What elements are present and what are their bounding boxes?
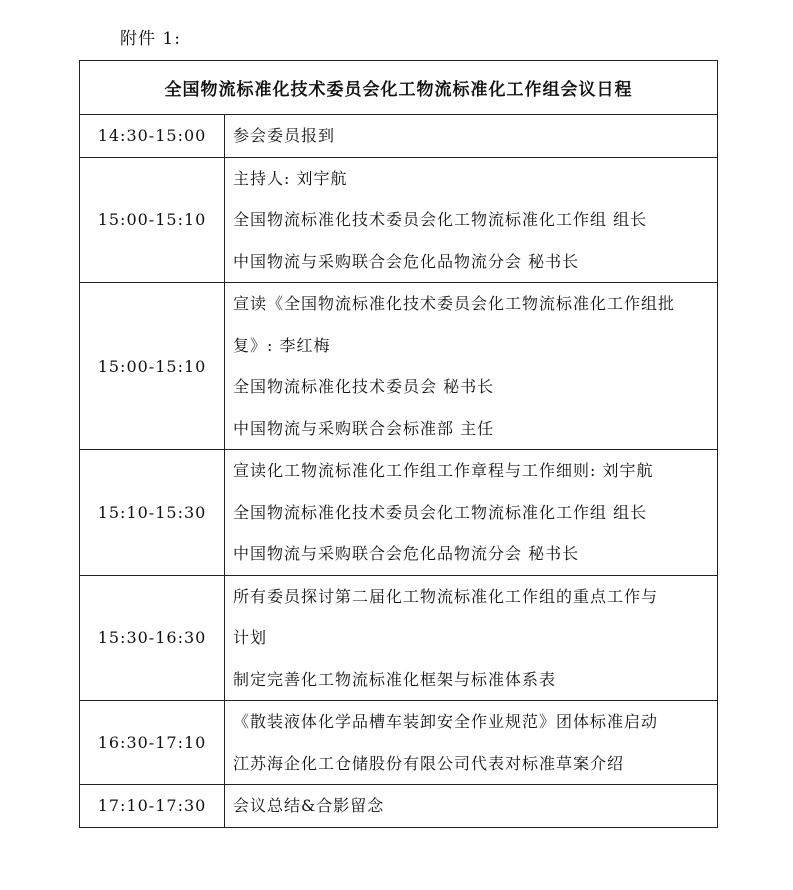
agenda-line: 全国物流标准化技术委员会化工物流标准化工作组 组长	[233, 502, 648, 522]
agenda-line: 宣读《全国物流标准化技术委员会化工物流标准化工作组批	[233, 294, 676, 313]
agenda-line: 中国物流与采购联合会危化品物流分会 秘书长	[233, 544, 580, 563]
agenda-item	[225, 157, 718, 283]
agenda-line: 《散装液体化学品槽车装卸安全作业规范》团体标准启动	[233, 712, 659, 731]
time-slot: 15:00-15:10	[80, 157, 225, 283]
table-row	[80, 115, 718, 158]
time-slot: 14:30-15:00	[80, 115, 225, 158]
time-slot: 15:10-15:30	[80, 450, 225, 576]
agenda-line: 全国物流标准化技术委员会 秘书长	[233, 377, 495, 396]
time-slot: 17:10-17:30	[80, 785, 225, 828]
agenda-line: 计划	[233, 628, 268, 647]
time-slot: 16:30-17:10	[80, 701, 225, 785]
table-title: 全国物流标准化技术委员会化工物流标准化工作组会议日程	[80, 61, 718, 115]
time-slot: 15:30-16:30	[80, 575, 225, 701]
table-row	[80, 701, 718, 785]
agenda-table	[79, 60, 718, 828]
agenda-line: 所有委员探讨第二届化工物流标准化工作组的重点工作与	[233, 586, 659, 606]
agenda-line: 复》: 李红梅	[233, 335, 331, 355]
time-slot: 15:00-15:10	[80, 283, 225, 450]
agenda-item	[225, 450, 718, 576]
agenda-line: 全国物流标准化技术委员会化工物流标准化工作组 组长	[233, 210, 648, 229]
agenda-line: 主持人: 刘宇航	[233, 168, 348, 188]
table-row	[80, 450, 718, 576]
agenda-line: 宣读化工物流标准化工作组工作章程与工作细则: 刘宇航	[233, 461, 654, 480]
table-row	[80, 283, 718, 450]
agenda-line: 参会委员报到	[233, 126, 336, 145]
agenda-line: 江苏海企化工仓储股份有限公司代表对标准草案介绍	[233, 753, 625, 773]
agenda-item	[225, 115, 718, 158]
table-row	[80, 157, 718, 283]
agenda-item	[225, 785, 718, 828]
agenda-line: 中国物流与采购联合会危化品物流分会 秘书长	[233, 251, 580, 271]
table-title-row	[80, 61, 718, 115]
agenda-line: 制定完善化工物流标准化框架与标准体系表	[233, 669, 557, 689]
agenda-line: 中国物流与采购联合会标准部 主任	[233, 418, 495, 438]
agenda-item	[225, 283, 718, 450]
agenda-item	[225, 701, 718, 785]
agenda-item	[225, 575, 718, 701]
table-row	[80, 575, 718, 701]
agenda-line: 会议总结&合影留念	[233, 796, 385, 815]
table-row	[80, 785, 718, 828]
attachment-label: 附件 1:	[120, 29, 181, 49]
